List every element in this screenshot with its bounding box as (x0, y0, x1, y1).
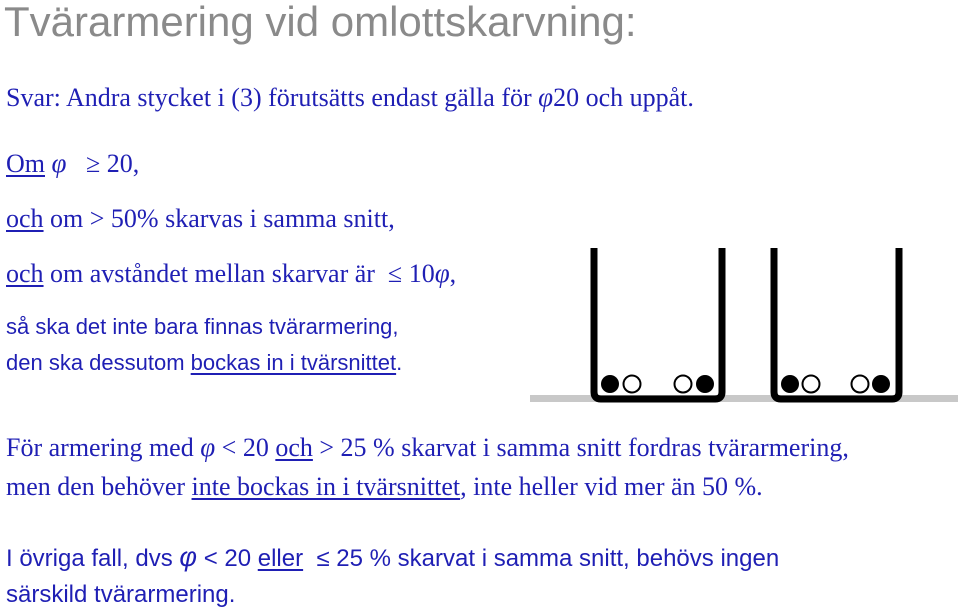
condition-value: 20, (100, 149, 140, 178)
conclusion-underlined: bockas in i tvärsnittet (190, 350, 397, 375)
paragraph-3-line-1 (6, 542, 779, 574)
keyword-om: Om (6, 149, 45, 178)
keyword-och: och (6, 204, 44, 233)
paragraph-2-line-2 (6, 472, 763, 502)
phi-symbol: φ (51, 148, 67, 178)
geq-symbol: ≥ (85, 149, 101, 178)
answer-text-part: 20 och uppåt. (553, 83, 694, 112)
page-title: Tvärarmering vid omlottskarvning: (4, 0, 637, 45)
phi-symbol: φ (200, 432, 216, 462)
rebar-filled (872, 375, 890, 393)
phi-symbol: φ (538, 82, 554, 112)
paragraph-text: > 25 % skarvat i samma snitt fordras tvärarmering, (312, 433, 849, 462)
rebar-open (675, 376, 692, 393)
conclusion-text: den ska dessutom (6, 350, 191, 375)
paragraph-text: men den behöver (6, 472, 192, 501)
paragraph-text: , inte heller vid mer än 50 %. (460, 472, 763, 501)
rebar-filled (601, 375, 619, 393)
rebar-open (624, 376, 641, 393)
phi-symbol: φ (434, 258, 450, 288)
paragraph-text: < 20 (215, 433, 276, 462)
leq-symbol: ≤ (387, 259, 403, 288)
condition-value: 10 (402, 259, 435, 288)
keyword-eller: eller (257, 545, 304, 572)
condition-text: om > 50% skarvas i samma snitt, (43, 204, 395, 233)
keyword-och: och (275, 433, 313, 462)
punctuation: , (449, 259, 457, 288)
paragraph-2-line-1 (6, 432, 849, 463)
punctuation: . (396, 350, 403, 375)
rebar-open (803, 376, 820, 393)
paragraph-text: För armering med (6, 433, 201, 462)
keyword-och: och (6, 259, 44, 288)
phi-symbol: φ (179, 542, 198, 572)
leq-symbol: ≤ (316, 545, 330, 572)
condition-text: om avståndet mellan skarvar är (43, 259, 382, 288)
conclusion-line-1: så ska det inte bara finnas tvärarmering, (6, 314, 399, 339)
paragraph-text: < 20 (197, 545, 258, 572)
rebar-filled (781, 375, 799, 393)
paragraph-underlined: inte bockas in i tvärsnittet (191, 472, 461, 501)
paragraph-3-line-2: särskild tvärarmering. (6, 581, 236, 608)
paragraph-text: I övriga fall, dvs (6, 545, 180, 572)
paragraph-text: 25 % skarvat i samma snitt, behövs ingen (329, 545, 780, 572)
answer-text-part: Svar: Andra stycket i (3) förutsätts endast gälla för (6, 83, 539, 112)
rebar-open (852, 376, 869, 393)
rebar-filled (696, 375, 714, 393)
